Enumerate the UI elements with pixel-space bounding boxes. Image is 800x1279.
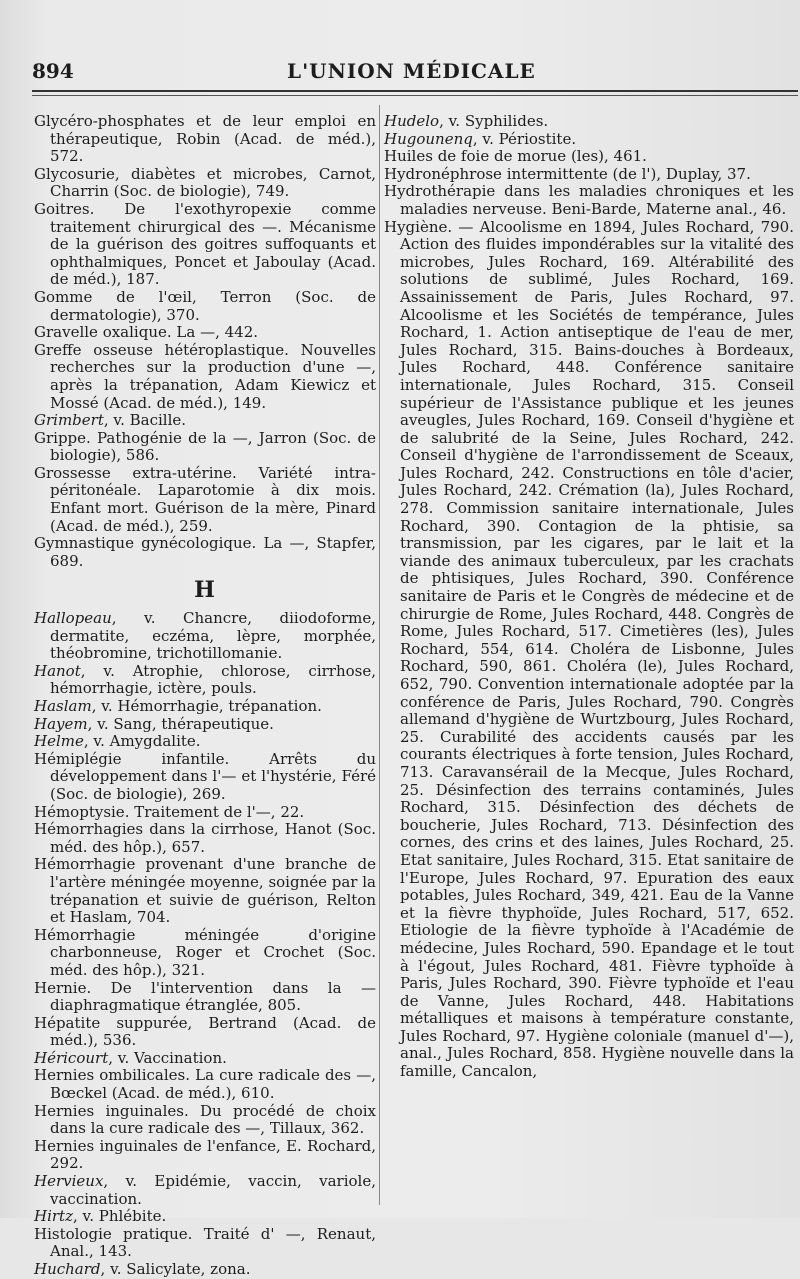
index-entry bbox=[34, 342, 376, 412]
entry-heading: Hydrothérapie bbox=[384, 182, 496, 201]
entry-heading: Glycéro-phosphates bbox=[34, 112, 185, 130]
entry-text: , diabètes et microbes, Carnot, Charrin (Soc. de biologie), 749. bbox=[50, 164, 376, 201]
entry-text: de l'œil, Terron (Soc. de dermatologie), 370. bbox=[50, 287, 376, 324]
entry-text: inguinales. Du procédé de choix dans la cure radicale des —, Tillaux, 362. bbox=[50, 1101, 376, 1138]
index-entry bbox=[384, 131, 794, 149]
index-entry bbox=[384, 113, 794, 131]
page-number: 894 bbox=[32, 59, 74, 83]
entry-heading: Hémoptysie bbox=[34, 802, 125, 821]
entry-heading: Hernies bbox=[34, 1066, 95, 1085]
entry-heading: Hanot bbox=[34, 661, 81, 680]
entry-heading: Gomme bbox=[34, 287, 93, 306]
index-entry bbox=[384, 183, 794, 218]
entry-text: , v. Sang, thérapeutique. bbox=[87, 714, 274, 733]
entry-heading: Hallopeau bbox=[34, 609, 112, 628]
index-entry bbox=[34, 980, 376, 1015]
index-entry bbox=[34, 1067, 376, 1102]
entry-heading: Hervieux bbox=[34, 1172, 104, 1191]
entry-text: inguinales de l'enfance, E. Rochard, 292. bbox=[50, 1136, 376, 1173]
entry-heading: Hydronéphrose bbox=[384, 164, 502, 183]
index-entry bbox=[34, 430, 376, 465]
index-entry bbox=[34, 1138, 376, 1173]
right-column bbox=[384, 113, 794, 1081]
entry-heading: Héricourt bbox=[34, 1048, 109, 1067]
entry-text: osseuse hétéroplastique. Nouvelles recherches sur la production d'une —, après la trépanation, Adam Kiewicz et Mossé (Acad. de méd.), 149. bbox=[50, 340, 376, 412]
index-entry bbox=[34, 465, 376, 535]
entry-text: . — Alcoolisme en 1894, Jules Rochard, 790. Action des fluides impondérables sur la vitalité des microbes, Jules Rochard, 169. Altérabilité des solutions de sublimé, Jules Rochard, 169. Assainissement de Paris, Jules Rochard, 97. Alcoolisme et les Sociétés de tempérance, Jules Rochard, 1. Action antiseptique de l'eau de mer, Jules Rochard, 315. Bains-douches à Bordeaux, Jules Rochard, 448. Conférence sanitaire internationale, Jules Rochard, 315. Conseil supérieur de l'Assistance publique et les jeunes aveugles, Jules Rochard, 169. Conseil d'hygiène et de salubrité de la Seine, Jules Rochard, 242. Conseil d'hygiène de l'arrondissement de Sceaux, Jules Rochard, 242. Constructions en tôle d'acier, Jules Rochard, 242. Crémation (la), Jules Rochard, 278. Commission sanitaire internationale, Jules Rochard, 390. Contagion de la phtisie, sa transmission, par les cigares, par le lait et la viande des animaux tuberculeux, par les crachats de phtisiques, Jules Rochard, 390. Conférence sanitaire de Paris et le Congrès de médecine et de chirurgie de Rome, Jules Rochard, 448. Congrès de Rome, Jules Rochard, 517. Cimetières (les), Jules Rochard, 554, 614. Choléra de Lisbonne, Jules Rochard, 590, 861. Choléra (le), Jules Rochard, 652, 790. Convention internationale adoptée par la conférence de Paris, Jules Rochard, 790. Congrès allemand d'hygiène de Wurtzbourg, Jules Rochard, 25. Curabilité des accidents causés par les courants électriques à forte tension, Jules Rochard, 713. Caravansérail de la Mecque, Jules Rochard, 25. Désinfection des terrains contaminés, Jules Rochard, 315. Désinfection des déchets de boucherie, Jules Rochard, 713. Désinfection des cornes, des crins et des laines, Jules Rochard, 25. Etat sanitaire, Jules Rochard, 315. Etat sanitaire de l'Europe, Jules Rochard, 97. Epuration des eaux potables, Jules Rochard, 349, 421. Eau de la Vanne et la fièvre thyphoïde, Jules Rochard, 517, 652. Etiologie de la fièvre typhoïde à l'Académie de médecine, Jules Rochard, 590. Epandage et le tout à l'égout, Jules Rochard, 481. Fièvre typhoïde à Paris, Jules Rochard, 390. Fièvre typhoïde et l'eau de Vanne, Jules Rochard, 448. Habitations métalliques et maisons à température constante, Jules Rochard, 97. Hygiène coloniale (manuel d'—), anal., Jules Rochard, 858. Hygiène nouvelle dans la famille, Cancalon, bbox=[400, 217, 794, 1081]
index-entry bbox=[34, 716, 376, 734]
entry-text: et de leur emploi en thérapeutique, Robin (Acad. de méd.), 572. bbox=[50, 112, 376, 166]
index-entry bbox=[34, 201, 376, 289]
index-entry bbox=[34, 1050, 376, 1068]
entry-heading: Hernies bbox=[34, 1136, 95, 1155]
entry-text: , v. Périostite. bbox=[472, 129, 577, 148]
entry-heading: Goitres bbox=[34, 199, 90, 218]
index-entry bbox=[34, 856, 376, 926]
entry-text: extra-utérine. Variété intra-péritonéale. Laparotomie à dix mois. Enfant mort. Guérison de la mère, Pinard (Acad. de méd.), 259. bbox=[50, 463, 376, 535]
section-letter: H bbox=[194, 577, 216, 604]
index-entry bbox=[34, 821, 376, 856]
index-entry bbox=[34, 289, 376, 324]
index-entry bbox=[34, 663, 376, 698]
entry-text: . Pathogénie de la —, Jarron (Soc. de biologie), 586. bbox=[50, 428, 376, 465]
entry-text: provenant d'une branche de l'artère méningée moyenne, soignée par la trépanation et suivie de guérison, Relton et Haslam, 704. bbox=[50, 855, 376, 927]
journal-title: L'UNION MÉDICALE bbox=[287, 59, 536, 83]
entry-heading: Glycosurie bbox=[34, 164, 115, 183]
left-column bbox=[34, 113, 376, 1279]
entry-heading: Gymnastique bbox=[34, 534, 134, 553]
index-entry bbox=[34, 166, 376, 201]
entry-text: . Traitement de l'—, 22. bbox=[124, 802, 305, 821]
entry-text: ombilicales. La cure radicale des —, Bœckel (Acad. de méd.), 610. bbox=[50, 1066, 376, 1103]
entry-heading: Hernies bbox=[34, 1101, 95, 1120]
entry-text: infantile. Arrêts du développement dans l'— et l'hystérie, Féré (Soc. de biologie), 269. bbox=[50, 749, 376, 803]
index-entry bbox=[34, 1226, 376, 1261]
entry-heading: Gravelle bbox=[34, 323, 98, 342]
index-entry bbox=[34, 1208, 376, 1226]
entry-text: dans les maladies chroniques et les maladies nerveuse. Beni-Barde, Materne anal., 46. bbox=[400, 182, 794, 218]
header-rule-thin bbox=[32, 95, 798, 96]
entry-heading: Grimbert bbox=[34, 411, 104, 430]
entry-text: méningée d'origine charbonneuse, Roger et Crochet (Soc. méd. des hôp.), 321. bbox=[50, 925, 376, 979]
entry-text: , v. Bacille. bbox=[103, 411, 187, 430]
index-entry bbox=[34, 733, 376, 751]
entry-heading: Helme bbox=[34, 732, 84, 751]
entry-text: . De l'intervention dans la — diaphragmatique étranglée, 805. bbox=[50, 978, 376, 1015]
index-entry bbox=[34, 804, 376, 822]
entry-text: suppurée, Bertrand (Acad. de méd.), 536. bbox=[50, 1013, 376, 1050]
entry-heading: Hernie bbox=[34, 978, 87, 997]
entry-heading: Hépatite bbox=[34, 1013, 101, 1032]
entry-heading: Grippe bbox=[34, 428, 87, 447]
index-entries-right bbox=[384, 113, 794, 1081]
index-entry bbox=[34, 1103, 376, 1138]
column-divider bbox=[379, 105, 380, 1205]
entry-text: de foie de morue (les), 461. bbox=[432, 147, 647, 166]
entry-heading: Hygiène bbox=[384, 217, 448, 236]
index-entry bbox=[384, 148, 794, 166]
index-entry bbox=[34, 1173, 376, 1208]
entry-heading: Hémorrhagie bbox=[34, 925, 136, 944]
entry-text: , v. Atrophie, chlorose, cirrhose, hémorrhagie, ictère, pouls. bbox=[50, 661, 376, 698]
entry-text: intermittente (de l'), Duplay, 37. bbox=[501, 164, 751, 183]
entry-text: , v. Hémorrhagie, trépanation. bbox=[91, 697, 322, 715]
entry-text: , v. Phlébite. bbox=[72, 1207, 167, 1226]
index-entry bbox=[34, 1261, 376, 1279]
entry-heading: Hémorrhagie bbox=[34, 855, 136, 874]
index-entry bbox=[34, 751, 376, 804]
entry-text: , v. Vaccination. bbox=[108, 1048, 227, 1067]
entry-heading: Hémorrhagies bbox=[34, 820, 144, 839]
entry-text: pratique. Traité d' —, Renaut, Anal., 143. bbox=[50, 1224, 376, 1261]
entry-text: oxalique. La —, 442. bbox=[97, 323, 258, 342]
entry-heading: Haslam bbox=[34, 697, 92, 715]
index-entries-g bbox=[34, 113, 376, 570]
index-entry bbox=[34, 113, 376, 166]
entry-heading: Hugounenq bbox=[384, 129, 473, 148]
index-entry bbox=[34, 698, 376, 716]
index-entry bbox=[34, 927, 376, 980]
index-entry bbox=[34, 1015, 376, 1050]
index-entry bbox=[384, 166, 794, 184]
entry-heading: Histologie bbox=[34, 1224, 112, 1243]
page-header bbox=[32, 55, 798, 85]
entry-heading: Hudelo bbox=[384, 112, 440, 130]
index-entry bbox=[34, 535, 376, 570]
entry-text: gynécologique. La —, Stapfer, 689. bbox=[50, 534, 376, 570]
index-entries-h bbox=[34, 610, 376, 1279]
entry-text: . De l'exothyropexie comme traitement chirurgical des —. Mécanisme de la guérison des goitres suffoquants et ophthalmiques, Poncet et Jaboulay (Acad. de méd.), 187. bbox=[50, 199, 376, 289]
entry-text: , v. Syphilides. bbox=[439, 112, 549, 130]
entry-heading: Huchard bbox=[34, 1260, 101, 1278]
entry-text: dans la cirrhose, Hanot (Soc. méd. des hôp.), 657. bbox=[50, 820, 376, 856]
index-entry bbox=[34, 412, 376, 430]
entry-heading: Greffe bbox=[34, 340, 82, 359]
entry-heading: Hirtz bbox=[34, 1207, 73, 1226]
index-entry bbox=[34, 324, 376, 342]
entry-heading: Hémiplégie bbox=[34, 749, 122, 768]
header-rule bbox=[32, 90, 798, 92]
entry-heading: Hayem bbox=[34, 714, 88, 733]
index-entry bbox=[34, 610, 376, 663]
entry-text: , v. Epidémie, vaccin, variole, vaccination. bbox=[50, 1172, 376, 1208]
entry-text: , v. Chancre, diiodoforme, dermatite, eczéma, lèpre, morphée, théobromine, trichotillomanie. bbox=[50, 609, 376, 663]
entry-text: , v. Amygdalite. bbox=[83, 732, 201, 751]
entry-heading: Grossesse bbox=[34, 463, 111, 482]
index-entry bbox=[384, 219, 794, 1081]
entry-heading: Huiles bbox=[384, 147, 433, 166]
entry-text: , v. Salicylate, zona. bbox=[100, 1260, 251, 1278]
